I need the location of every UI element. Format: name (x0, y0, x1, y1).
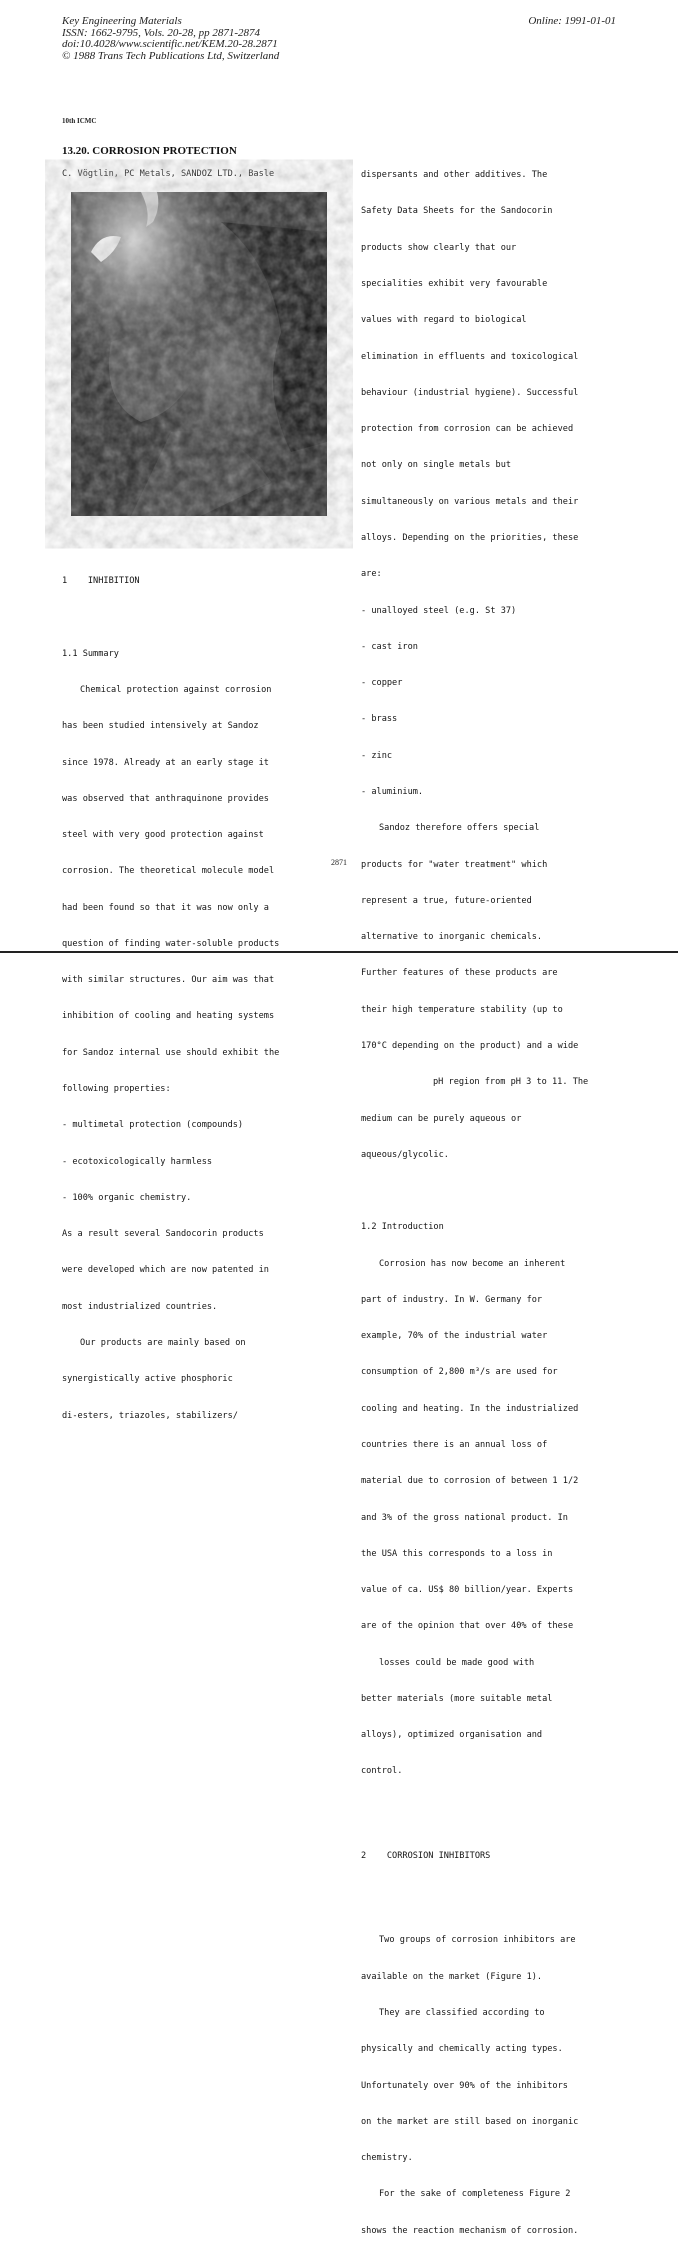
text-line: protection from corrosion can be achieved (361, 424, 574, 435)
text-line: shows the reaction mechanism of corrosion. (361, 2225, 579, 2236)
text-line: 170°C depending on the product) and a wide (361, 1040, 579, 1051)
list-item: - multimetal protection (compounds) (62, 1120, 244, 1131)
text-line: Two groups of corrosion inhibitors are (379, 1935, 576, 1946)
text-line: values with regard to biological (361, 315, 527, 326)
text-line: available on the market (Figure 1). (361, 1971, 543, 1982)
text-line: the USA this corresponds to a loss in (361, 1548, 553, 1559)
text-line: following properties: (62, 1084, 171, 1095)
text-line: countries there is an annual loss of (361, 1439, 548, 1450)
bottom-rule (0, 951, 678, 953)
text-line: physically and chemically acting types. (361, 2044, 563, 2055)
text-line: Sandoz therefore offers special (379, 823, 540, 834)
list-item: - zinc (361, 750, 393, 761)
text-line: dispersants and other additives. The (361, 170, 548, 181)
text-line: medium can be purely aqueous or (361, 1113, 522, 1124)
text-line: since 1978. Already at an early stage it (62, 757, 269, 768)
list-item: - copper (361, 678, 403, 689)
text-line: control. (361, 1766, 403, 1777)
text-line: Our products are mainly based on (80, 1338, 246, 1348)
text-line: on the market are still based on inorganic (361, 2116, 579, 2127)
text-line: part of industry. In W. Germany for (361, 1294, 543, 1305)
text-line: corrosion. The theoretical molecule model (62, 866, 275, 877)
text-line: pH region from pH 3 to 11. The (433, 1077, 589, 1088)
text-line: had been found so that it was now only a (62, 902, 269, 913)
author-line: C. Vögtlin, PC Metals, SANDOZ LTD., Basle (62, 169, 275, 179)
right-text-column (361, 145, 621, 2249)
text-line: specialities exhibit very favourable (361, 279, 548, 290)
text-line: chemistry. (361, 2153, 413, 2164)
text-line: steel with very good protection against (62, 830, 264, 841)
text-line: alternative to inorganic chemicals. (361, 932, 543, 943)
text-line: Corrosion has now become an inherent (379, 1258, 566, 1269)
text-line: synergistically active phosphoric (62, 1374, 233, 1385)
text-line: Safety Data Sheets for the Sandocorin (361, 206, 553, 217)
text-line: Chemical protection against corrosion (80, 684, 272, 695)
text-line: has been studied intensively at Sandoz (62, 721, 259, 732)
text-line: question of finding water-soluble products (62, 938, 280, 949)
text-line: For the sake of completeness Figure 2 (379, 2189, 571, 2200)
text-line: alloys), optimized organisation and (361, 1730, 543, 1741)
copyright-line: © 1988 Trans Tech Publications Ltd, Switzerland (62, 49, 280, 62)
text-line: losses could be made good with (379, 1657, 535, 1668)
list-item: - cast iron (361, 641, 418, 652)
text-line: value of ca. US$ 80 billion/year. Experts (361, 1585, 574, 1596)
text-line: products show clearly that our (361, 242, 517, 253)
text-line: aqueous/glycolic. (361, 1149, 449, 1160)
left-text-column (62, 551, 337, 1434)
text-line: example, 70% of the industrial water (361, 1331, 548, 1342)
conference-label: 10th ICMC (62, 117, 97, 125)
text-line: material due to corrosion of between 1 1/2 (361, 1476, 579, 1487)
text-line: behaviour (industrial hygiene). Successful (361, 387, 579, 398)
text-line: not only on single metals but (361, 460, 512, 471)
text-line: their high temperature stability (up to (361, 1004, 563, 1015)
text-line: with similar structures. Our aim was that (62, 975, 275, 986)
subsection-heading-1-1: 1.1 Summary (62, 648, 119, 659)
section-heading-2: 2 CORROSION INHIBITORS (361, 1850, 491, 1861)
author-photo (71, 192, 327, 516)
text-line: represent a true, future-oriented (361, 895, 532, 906)
issn-line: ISSN: 1662-9795, Vols. 20-28, pp 2871-2874 (62, 26, 260, 39)
page-number: 2871 (331, 858, 347, 867)
text-line: cooling and heating. In the industrialized (361, 1403, 579, 1414)
article-title: 13.20. CORROSION PROTECTION (62, 145, 237, 157)
text-line: were developed which are now patented in (62, 1265, 269, 1276)
text-line: products for "water treatment" which (361, 859, 548, 870)
doi-line[interactable]: doi:10.4028/www.scientific.net/KEM.20-28.2871 (62, 38, 278, 50)
text-line: They are classified according to (379, 2007, 545, 2018)
text-line: simultaneously on various metals and their (361, 496, 579, 507)
text-line: are: (361, 569, 382, 580)
list-item: - brass (361, 714, 398, 725)
text-line: and 3% of the gross national product. In (361, 1512, 568, 1523)
journal-header (62, 16, 279, 62)
text-line: consumption of 2,800 m³/s are used for (361, 1367, 558, 1378)
subsection-heading-1-2: 1.2 Introduction (361, 1222, 444, 1233)
journal-name: Key Engineering Materials (62, 15, 182, 27)
text-line: elimination in effluents and toxicological (361, 351, 579, 362)
section-heading-1: 1 INHIBITION (62, 576, 140, 587)
online-date: Online: 1991-01-01 (528, 15, 616, 27)
text-line: was observed that anthraquinone provides (62, 793, 269, 804)
text-line: for Sandoz internal use should exhibit the (62, 1047, 280, 1058)
text-line: Unfortunately over 90% of the inhibitors (361, 2080, 568, 2091)
text-line: di-esters, triazoles, stabilizers/ (62, 1410, 238, 1421)
text-line: alloys. Depending on the priorities, these (361, 533, 579, 543)
text-line: are of the opinion that over 40% of these (361, 1621, 574, 1632)
list-item: - ecotoxicologically harmless (62, 1156, 213, 1167)
text-line: Further features of these products are (361, 968, 558, 979)
text-line: inhibition of cooling and heating systems (62, 1011, 275, 1022)
list-item: - aluminium. (361, 786, 424, 797)
list-item: - unalloyed steel (e.g. St 37) (361, 605, 517, 616)
text-line: As a result several Sandocorin products (62, 1229, 264, 1240)
text-line: better materials (more suitable metal (361, 1693, 553, 1704)
text-line: most industrialized countries. (62, 1301, 218, 1312)
list-item: - 100% organic chemistry. (62, 1192, 192, 1203)
